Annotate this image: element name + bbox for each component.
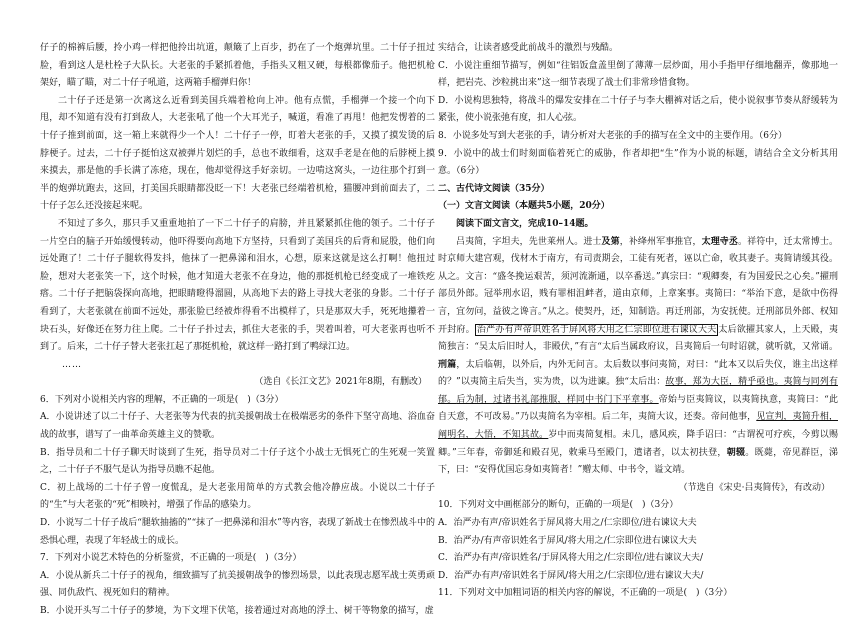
underlined-sentence-2: 夷简与同列有郁。	[438, 377, 838, 405]
question-11-stem: 11．下列对文中加粗词语的相关内容的解说，不正确的一项是( )（3分）	[438, 588, 733, 599]
underlined-sentence-3: 后为制，过诸书礼部推服，样同中书门下平章事。	[456, 394, 659, 405]
question-7-option-a: A．小说从新兵二十仔子的视角，细致描写了抗美援朝战争的惨烈场景，以此表现志愿军战士英勇顽强、同仇敌忾、视死如归的精神。	[40, 570, 435, 599]
question-10-option-b: B．治严办/有声帝识姓名于屏风/将大用之/仁宗即位进右谏议大夫	[438, 535, 697, 546]
reading-instruction: 阅读下面文言文，完成10–14题。	[456, 218, 594, 229]
left-column	[40, 40, 435, 621]
question-7-option-b: B．小说开头写二十仔子的梦境，为下文埋下伏笔，接着通过对高地的浮土、树干等物象的描写，虚	[40, 606, 434, 616]
right-column	[438, 40, 838, 603]
question-10-stem: 10．下列对文中画框部分的断句，正确的一项是( )（3分）	[438, 500, 679, 511]
underlined-sentence-1: 故事，郑为大臣，精乎亟也。	[665, 377, 784, 388]
classical-text-run: 帝始与臣夷简议，以夷简执意，夷简曰：“此自天意，不可改易。”乃以夷简名为宰相。后二年，夷简大议，还奏。帝问他事，	[438, 394, 838, 423]
question-6-option-c: C．初上战场的二十仔子曾一度慌乱，是大老张用简单的方式教会他冷静应战。小说以二十仔子的“生”与大老张的“死”相映衬，增强了作品的感染力。	[40, 482, 435, 511]
underlined-sentence-4: 见宣判，夷简升相，阐明名，大悟，不知其故。	[438, 412, 838, 441]
classical-text-run: 。祥符中，迁太常博士。时京师大建宫观，伐材木于南方，有司责期会，工徒有死者，诬以亡命，收其妻子。夷简请缓其役。从之。文言：“盛冬挽运艰苦，须河流渐通，以卒番送。”真宗曰：“观卿奏，有为国爱民之心矣。”擢刑部员外郎。冠举刑水诏，贱有罪相沮衅者，道由京师，上章案事。夷简曰：“举治下意，是欲中伤得言，宜勿问，益彼之谗言。”从之。使契丹，还，知制诰。再迁刑部，为安抚使。迁刑部员外郎、权知开封府。	[438, 236, 838, 335]
classical-text-run: ，补绛州军事推官，	[619, 236, 702, 247]
question-8: 8．小说多处写到大老张的手，请分析对大老张的手的描写在全文中的主要作用。（6分）	[438, 130, 787, 141]
story-paragraph-1: 仔子的棉裤后腰，拎小鸡一样把他拎出坑道，颠簸了上百步，扔在了一个炮弹坑里。二十仔子扭过脸，看到这人是杜栓子大队长。大老张的手紧抓着他，手指头又粗又硬，每根都像茄子。他把机枪架好，瞄了瞄，对二十仔子吼道，这两箱手榴弹归你！	[40, 43, 435, 89]
question-10-option-a: A．治严办有声/帝识姓名于屏风将大用之/仁宗即位/进右谏议大夫	[438, 518, 697, 529]
question-9: 9．小说中的战士们时刻面临着死亡的威胁，作者却把“生”作为小说的标题，请结合全文分析其用意。（6分）	[438, 148, 838, 177]
story-paragraph-2: 二十仔子还是第一次离这么近看到美国兵端着枪向上冲。他有点慌，手榴弹一个接一个向下甩，却不知道有没有打到敌人，大老张吼了他一个大耳光子，喊道，看准了再甩！他把发愣着的二十仔子推到前面，这一箱上来就得少一个人！二十仔子一停，盯着大老张的手，又摸了摸发烫的后脖梗子。过去，二十仔子挺怕这双被弹片划烂的手，总也不敢细看，这双手老是在他的后脖梗上摸来摸去，那是他的手长满了冻疮，现在，他却觉得这手好亲切。一边啃这窝头，一边往那个打到一半的炮弹坑跑去，这回，打美国兵眼睛都没眨一下！大老张已经端着机枪，猫腰冲到前面去了，二十仔子怎么还没接起来呢。	[40, 95, 435, 212]
story-source-note: （选自《长江文艺》2021年8期，有删改）	[254, 377, 427, 388]
story-paragraph-3: 不知过了多久，那只手又重重地拍了一下二十仔子的肩膀，并且紧紧抓住他的领子。二十仔子一片空白的脑子开始缓慢转动，他吓得要向高地下方坚持，只看到了美国兵的后背和屁股，他们向远处跑了！二十仔子腿软得发抖，他抹了一把鼻涕和泪水，心想，原来这就是这么打啊！他扭过脸，想对大老张笑一下，这个时候，他才知道大老张不在身边，他的那挺机枪已经变成了一堆铁疙瘩。二十仔子把脑袋探向高地，把眼睛瞪得溜圆，从高地下去的路上寻找大老张的身影。二十仔子看到了，大老张就在前面不远处，那张脸已经被炸得看不出模样了，只是那双大手，死死地攥着一块石头，好像还在努力往上爬。二十仔子扑过去，抓住大老张的手，哭着叫着，可大老张再也听不到了。后来，二十仔子替大老张扛起了那挺机枪，就这样一路打到了鸭绿江边。	[40, 218, 435, 353]
question-10-option-d: D．治严办有声/帝识姓名于屏风/将大用之/仁宗即位/进右谏议大夫/	[438, 570, 704, 581]
story-ellipsis: ……	[62, 359, 82, 370]
classical-text-run: 吕夷简，字坦夫，先世莱州人。进士	[456, 236, 602, 247]
question-7-option-c: C．小说注重细节描写，例如“往铝饭盒盖里倒了薄薄一层炒面，用小手指甲仔细地翻弄，像那地一样，把岩壳、沙粒挑出来”这一细节表现了战士们非常珍惜食物。	[438, 60, 838, 89]
classical-source-note: （节选自《宋史·吕夷简传》，有改动）	[678, 482, 830, 493]
question-6-stem: 6．下列对小说相关内容的理解，不正确的一项是( )（3分）	[40, 394, 284, 405]
question-7-stem: 7．下列对小说艺术特色的分析鉴赏，不正确的一项是( )（3分）	[40, 553, 302, 564]
boxed-passage: 治严办有声帝识姓名于屏风将大用之仁宗即位进右谏议大夫	[476, 324, 717, 335]
question-7-option-b-continued: 实结合，让读者感受此前战斗的激烈与残酷。	[438, 43, 619, 53]
classical-text-run: 。既薨，帝见群臣，涕下，曰：“安得优国忘身如夷简者！”赠太师、中书令，谥文靖。	[438, 447, 838, 476]
bold-term-dalisi: 太理寺丞	[701, 236, 738, 247]
question-7-option-d: D．小说构思独特，将战斗的爆发安排在二十仔子与李大棚裤对话之后，使小说叙事节奏从舒缓转为紧张，使小说张弛有度，扣人心弦。	[438, 95, 838, 124]
bold-term-xingbian: 刑篇	[438, 359, 457, 370]
question-10-option-c: C．治严办有声/帝识姓名/于屏风将大用之/仁宗即位/进右谏议大夫/	[438, 553, 704, 564]
classical-text-run: ，太后临朝，以外后，内外无问言。太后数以事问夷简，对曰：“此本又以后失仪，谁主出这样的？”以夷简主后失当，实为贵，以为进谏。独“太后出：	[438, 359, 838, 388]
question-6-option-b: B．指导员和二十仔子聊天时谈到了生死，指导员对二十仔子这个小战士无惧死亡的生死观一笑置之，二十仔子不服气是认为指导员瞧不起他。	[40, 447, 435, 476]
question-6-option-a: A．小说讲述了以二十仔子、大老张等为代表的抗美援朝战士在极端恶劣的条件下坚守高地、浴血奋战的故事，谱写了一曲革命英雄主义的赞歌。	[40, 412, 435, 441]
classical-text-paragraph-1	[438, 234, 838, 480]
classical-text-run: 岁中而夷简复相。未几，感风疾，降手诏曰：“古谓祝可疗疾，今剪以赐卿。”三年春，帝御延和殿召见，敕乘马至殿门，遣诸者，以太初扶登，	[438, 430, 838, 458]
subsection-title: （一）文言文阅读（本题共5小题，20分）	[438, 201, 610, 212]
question-6-option-d: D．小说写二十仔子战后“腿软抽搐的”“抹了一把鼻涕和泪水”等内容，表现了新战士在惨烈战斗中的恐惧心理，表现了年轻战士的成长。	[40, 518, 435, 546]
section-title: 二、古代诗文阅读（35分）	[438, 183, 550, 194]
classical-text-run: 太后欲擢其家人，上天殿，夷简独言：“吴太后旧时人，非殿伏，”有言“太后当属政府议，吕夷简后一句时诏就，就听就，又常诵。	[438, 324, 838, 353]
bold-term-jidi: 及第	[601, 236, 620, 247]
bold-term-chaochuo: 朝辍	[726, 447, 746, 458]
